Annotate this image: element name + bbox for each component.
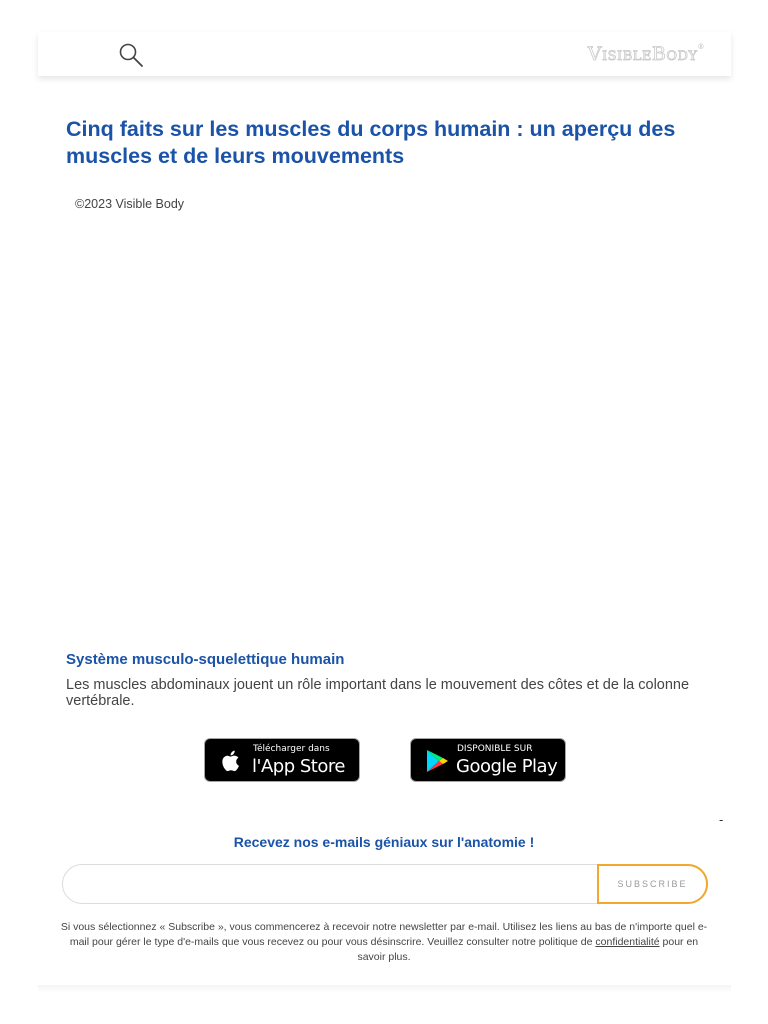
app-store-button[interactable]	[204, 738, 360, 782]
copyright-text: ©2023 Visible Body	[75, 197, 185, 211]
section-title: Système musculo-squelettique humain	[66, 651, 345, 668]
search-icon[interactable]	[116, 40, 146, 70]
site-header	[38, 32, 731, 76]
footer-divider	[38, 985, 731, 993]
visible-body-logo[interactable]: VisibleBody®	[587, 43, 705, 65]
google-play-small-label: DISPONIBLE SUR	[457, 744, 533, 754]
google-play-button[interactable]	[410, 738, 566, 782]
page-title: Cinq faits sur les muscles du corps humain : un aperçu des muscles et de leurs mouvements	[66, 117, 676, 168]
section-description: Les muscles abdominaux jouent un rôle important dans le mouvement des côtes et de la colonne vertébrale.	[66, 677, 690, 709]
app-store-label: l'App Store	[252, 756, 345, 777]
newsletter-disclaimer	[58, 920, 710, 965]
disclaimer-text: Si vous sélectionnez « Subscribe », vous commencerez à recevoir notre newsletter par e-mail. Utilisez les liens au bas de n'importe quel e-mail pour gérer le type d'e-mails que vous recevez ou pour vous désinscrire. Veuillez consulter notre politique de	[60, 921, 708, 948]
google-play-label: Google Play	[456, 756, 558, 777]
app-store-small-label: Télécharger dans	[253, 744, 330, 754]
logo-text: VisibleBody	[587, 43, 698, 65]
newsletter-title: Recevez nos e-mails géniaux sur l'anatomie !	[233, 834, 535, 850]
privacy-link[interactable]: confidentialité	[595, 936, 660, 948]
stray-dash: -	[719, 812, 724, 827]
disclaimer-text-end: pour en savoir plus.	[357, 936, 699, 963]
apple-icon	[217, 747, 245, 775]
subscribe-button[interactable]: SUBSCRIBE	[597, 864, 708, 904]
google-play-icon	[423, 747, 451, 775]
